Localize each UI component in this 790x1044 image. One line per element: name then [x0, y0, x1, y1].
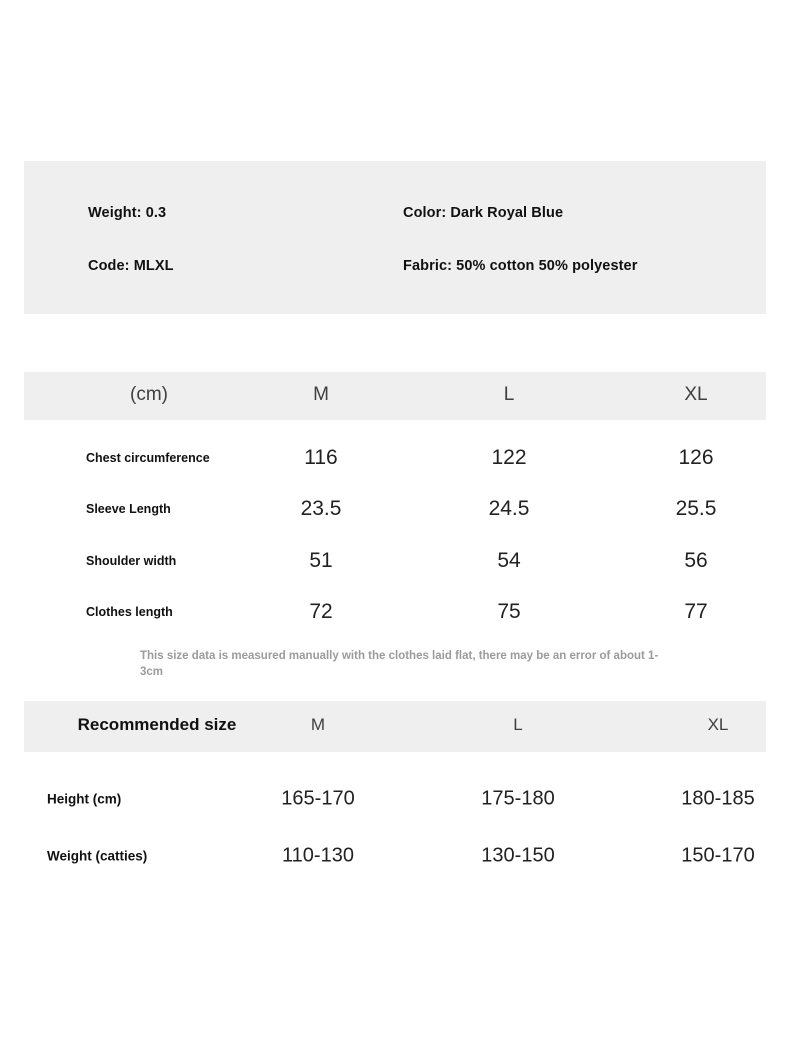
size-row-label: Clothes length [86, 604, 173, 619]
recommended-row-value-xl: 180-185 [681, 787, 755, 809]
table-row [24, 827, 766, 884]
table-row [24, 434, 766, 481]
size-row-value-m: 23.5 [300, 496, 342, 520]
recommended-row-value-l: 130-150 [481, 844, 555, 866]
size-row-label: Chest circumference [86, 450, 210, 465]
size-row-value-m: 116 [304, 445, 338, 469]
size-row-value-l: 75 [497, 599, 521, 623]
size-table-column-m: M [313, 384, 329, 405]
product-color-label: Color: Dark Royal Blue [403, 205, 564, 221]
size-row-value-xl: 25.5 [675, 496, 717, 520]
table-row [24, 770, 766, 827]
recommended-row-label: Height (cm) [47, 791, 122, 806]
recommended-row-label: Weight (catties) [47, 848, 148, 863]
product-code-label: Code: MLXL [88, 258, 174, 274]
size-measurement-note: This size data is measured manually with the clothes laid flat, there may be an error of about 1-3cm [140, 650, 659, 678]
table-row [24, 537, 766, 584]
recommended-size-header [24, 701, 766, 752]
size-row-value-xl: 77 [684, 599, 708, 623]
recommended-row-value-xl: 150-170 [681, 844, 755, 866]
recommended-column-xl: XL [707, 715, 729, 734]
size-table-column-l: L [503, 384, 515, 405]
product-fabric-label: Fabric: 50% cotton 50% polyester [403, 258, 638, 274]
size-row-value-l: 54 [497, 548, 521, 572]
recommended-row-value-m: 165-170 [281, 787, 355, 809]
size-row-label: Shoulder width [86, 553, 177, 568]
product-weight-label: Weight: 0.3 [88, 205, 167, 221]
recommended-row-value-m: 110-130 [282, 844, 354, 866]
size-row-value-l: 24.5 [488, 496, 530, 520]
recommended-column-l: L [513, 715, 523, 734]
product-info-panel [24, 161, 766, 314]
table-row [24, 485, 766, 532]
size-table-column-xl: XL [684, 384, 708, 405]
size-row-value-m: 51 [309, 548, 333, 572]
size-row-label: Sleeve Length [86, 501, 171, 516]
size-row-value-m: 72 [309, 599, 333, 623]
size-row-value-xl: 56 [684, 548, 708, 572]
recommended-row-value-l: 175-180 [481, 787, 555, 809]
size-row-value-l: 122 [491, 445, 527, 469]
recommended-size-title: Recommended size [77, 715, 237, 734]
size-table-header [24, 372, 766, 420]
size-table-unit-label: (cm) [130, 384, 168, 405]
size-row-value-xl: 126 [678, 445, 714, 469]
table-row [24, 588, 766, 635]
recommended-column-m: M [310, 715, 326, 734]
